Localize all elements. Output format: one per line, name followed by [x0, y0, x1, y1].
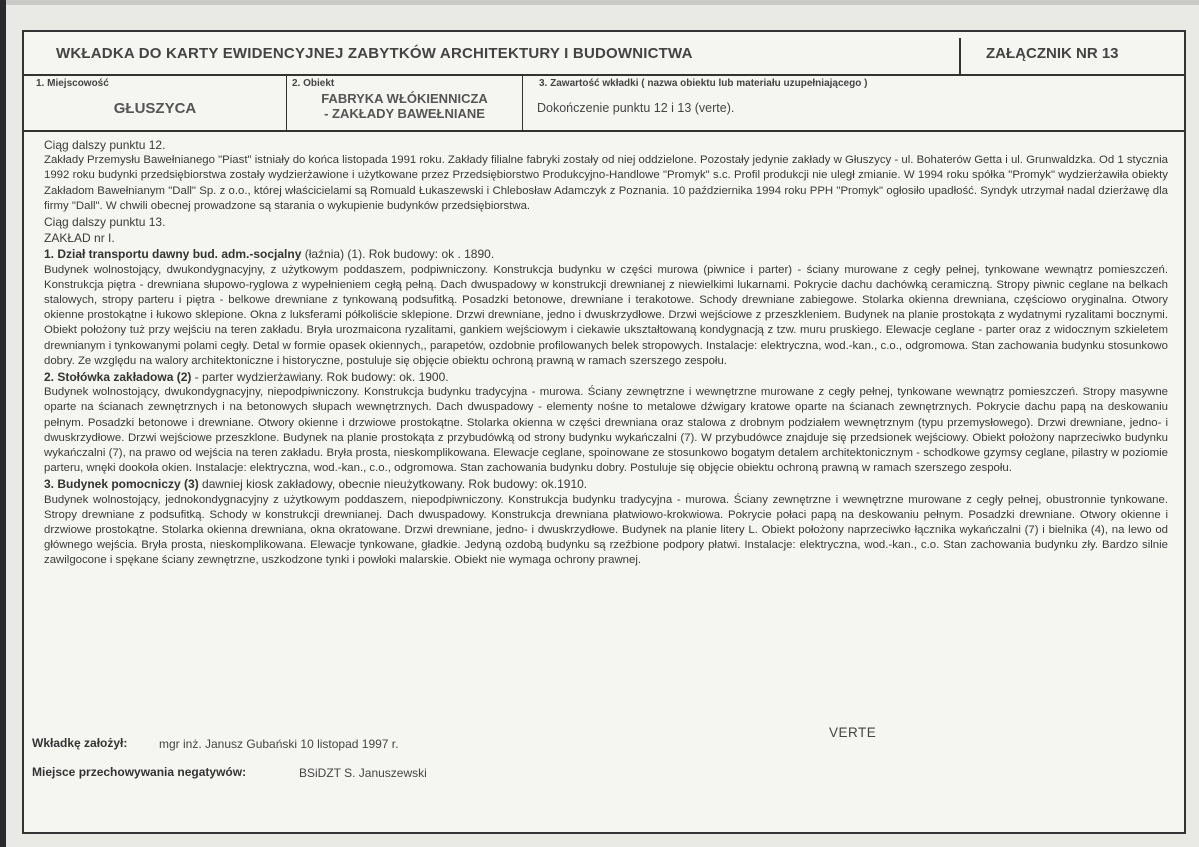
body-text — [44, 137, 1168, 569]
negatives-value: BSiDZT S. Januszewski — [299, 766, 427, 780]
annex-number: ZAŁĄCZNIK NR 13 — [986, 45, 1119, 62]
building-3-heading — [44, 477, 1168, 492]
record-card — [22, 30, 1186, 834]
object-value-line-2: - ZAKŁADY BAWEŁNIANE — [324, 106, 485, 121]
plant-heading: ZAKŁAD nr I. — [44, 231, 115, 246]
building-2-title: 2. Stołówka zakładowa (2) — [44, 370, 192, 385]
author-value: mgr inż. Janusz Gubański 10 listopad 1997 r. — [159, 737, 399, 751]
object-value — [287, 91, 522, 121]
building-1-title-rest: (łaźnia) (1). Rok budowy: ok . 1890. — [301, 247, 495, 262]
building-2-text: Budynek wolnostojący, dwukondygnacyjny, niepodpiwniczony. Konstrukcja budynku tradycyjna - murowa. Ściany zewnętrzne i wewnętrzne murowane z cegły pełnej, tynkowane wewnątrz pomieszczeń. Stropy masywne oparte na ścianach zewnętrznych i na betonowych słupach wewnętrznych. Dach dwuspadowy - elementy nośne to metalowe dźwigary kratowe oparte na ścianach zewnętrznych. Pokrycie dachu papą na deskowaniu pełnym. Posadzki betonowe i drewniane. Otwory okienne i drzwiowe prostokątne. Stolarka okienna w części drewniana oraz stalowa z drobnym podziałem wewnętrznym (typu przemysłowego). Drzwi drewniane, jedno- i dwuskrzydłowe. Drzwi wejściowe przeszklone. Budynek na planie prostokąta z przybudówką od strony budynku wykańczalni (7). W przybudówce znajduje się przedsionek wejściowy. Obiekt położony naprzeciwko budynku wykańczalni (7), na prawo od wejścia na teren zakładu. Bryła prosta, nieskomplikowana. Elewacje ceglane, spoinowane ze stosunkowo bogatym detalem architektonicznym - schodkowe gzymsy ceglane, pilastry w poziomie parteru, wnęki dookoła okien. Instalacje: elektryczna, wod.-kan., c.o., odgromowa. Stan zachowania budynku dobry. Postuluje się objęcie obiektu ochroną prawną w ramach szerszego zespołu. — [44, 386, 1168, 475]
point-12-text: Zakłady Przemysłu Bawełnianego "Piast" istniały do końca listopada 1991 roku. Zakłady filialne fabryki zostały od niej oddzielone. Pozostały jedynie zakłady w Głuszycy - ul. Bohaterów Getta i ul. Grunwaldzka. Od 1 stycznia 1992 roku budynki przedsiębiorstwa zostały wydzierżawione i użytkowane przez Przedsiębiorstwo Produkcyjno-Handlowe "Promyk" s.c. Profil produkcji nie uległ zmianie. W 1994 roku spółka "Promyk" wydzierżawiła obiekty Zakładom Bawełnianym "Dall" Sp. z o.o., której właścicielami są Romuald Łukaszewski i Chlebosław Adamczyk z Poznania. 10 października 1994 roku PPH "Promyk" ogłosiło upadłość. Syndyk utrzymał nadal dzierżawę dla firmy "Dall". W chwili obecnej prowadzone są starania o wykupienie budynków przedsiębiorstwa. — [44, 154, 1168, 212]
building-3-title-rest: dawniej kiosk zakładowy, obecnie nieużytkowany. Rok budowy: ok.1910. — [198, 477, 588, 492]
building-3-title: 3. Budynek pomocniczy (3) — [44, 477, 199, 492]
negatives-label: Miejsce przechowywania negatywów: — [32, 765, 247, 779]
building-1-text: Budynek wolnostojący, dwukondygnacyjny, z użytkowym poddaszem, podpiwniczony. Konstrukcja budynku w części murowa (piwnice i parter) - ściany murowane z cegły pełnej, tynkowane wewnątrz pomieszczeń. Konstrukcja piętra - drewniana słupowo-ryglowa z wypełnieniem cegłą pełną. Dach dwuspadowy w konstrukcji drewnianej z niewielkimi lukarnami. Pokrycie dachu dachówką ceramiczną. Stropy piwnic ceglane na belkach stalowych, stropy parteru i piętra - belkowe drewniane z tynkowaną podsufitką. Posadzki betonowe, drewniane i terakotowe. Schody drewniane zabiegowe. Stolarka okienna drewniana, częściowo oryginalna. Otwory okienne prostokątne i łukowo sklepione. Okna z luksferami półkoliście sklepione. Drzwi drewniane, jedno i dwuskrzydłowe. Drzwi wejściowe z przeszkleniem. Budynek na planie prostokąta z wydatnymi ryzalitami bocznymi. Obiekt położony tuż przy wejściu na teren zakładu. Bryła urozmaicona ryzalitami, gankiem wejściowym i ciekawie ukształtowaną kondygnacją z tzw. muru pruskiego. Elewacje ceglane - parter oraz z widocznym szkieletem drewnianym i tynkowanymi polami cegły. Detal w formie opasek okiennych,, parapetów, ozdobnie profilowanych belek stropowych. Instalacje: elektryczna, wod.-kan., c.o., odgromowa. Stan zachowania budynku stosunkowo dobry. Ze względu na walory architektoniczne i historyczne, postuluje się objęcie obiektu ochroną prawną w ramach szerszego zespołu. — [44, 263, 1168, 367]
verte-note: VERTE — [829, 725, 877, 740]
card-title: WKŁADKA DO KARTY EWIDENCYJNEJ ZABYTKÓW ARCHITEKTURY I BUDOWNICTWA — [56, 45, 693, 62]
building-2-heading — [44, 370, 1168, 385]
author-label: Wkładkę założył: — [32, 736, 128, 750]
content-label: 3. Zawartość wkładki ( nazwa obiektu lub materiału uzupełniającego ) — [539, 78, 868, 89]
object-value-line-1: FABRYKA WŁÓKIENNICZA — [321, 91, 488, 106]
location-value: GŁUSZYCA — [113, 100, 197, 117]
field-divider-2 — [522, 74, 523, 130]
building-2-title-rest: - parter wydzierżawiany. Rok budowy: ok. 1900. — [191, 370, 449, 385]
scan-edge-left — [0, 0, 6, 847]
content-value: Dokończenie punktu 12 i 13 (verte). — [537, 101, 735, 115]
scan-edge-top — [0, 0, 1199, 5]
building-3-text: Budynek wolnostojący, jednokondygnacyjny z użytkowym poddaszem, niepodpiwniczony. Konstrukcja budynku tradycyjna - murowa. Ściany zewnętrzne i wewnętrzne murowane z cegły pełnej, obustronnie tynkowane. Stropy drewniane z podsufitką. Schody w konstrukcji drewnianej. Dach dwuspadowy. Konstrukcja drewniana płatwiowo-krokwiowa. Pokrycie połaci papą na deskowaniu pełnym. Posadzki drewniane. Otwory okienne i drzwiowe prostokątne. Stolarka okienna drewniana, okna okratowane. Drzwi drewniane, jedno- i dwuskrzydłowe. Budynek na planie litery L. Obiekt położony naprzeciwko łącznika wykańczalni (7) i bielnika (4), na lewo od głównego wejścia. Bryła prosta, nieskomplikowana. Elewacje tynkowane, gładkie. Jedyną ozdobą budynku są rzeźbione podpory płatwi. Instalacje: elektryczna, wod.-kan., c.o. Stan zachowania budynku zły. Bardzo silnie zawilgocone i spękane ściany zewnętrzne, uszkodzone tynki i powłoki malarskie. Obiekt nie wymaga ochrony prawnej. — [44, 493, 1168, 567]
point-12-heading: Ciąg dalszy punktu 12. — [44, 138, 166, 152]
card-header — [24, 32, 1184, 76]
header-divider — [959, 38, 961, 74]
building-1-heading — [44, 247, 1168, 262]
location-label: 1. Miejscowość — [36, 78, 109, 89]
object-label: 2. Obiekt — [292, 78, 335, 89]
point-13-heading: Ciąg dalszy punktu 13. — [44, 215, 166, 230]
fields-row — [24, 74, 1184, 132]
building-1-title: 1. Dział transportu dawny bud. adm.-socjalny — [44, 247, 302, 262]
